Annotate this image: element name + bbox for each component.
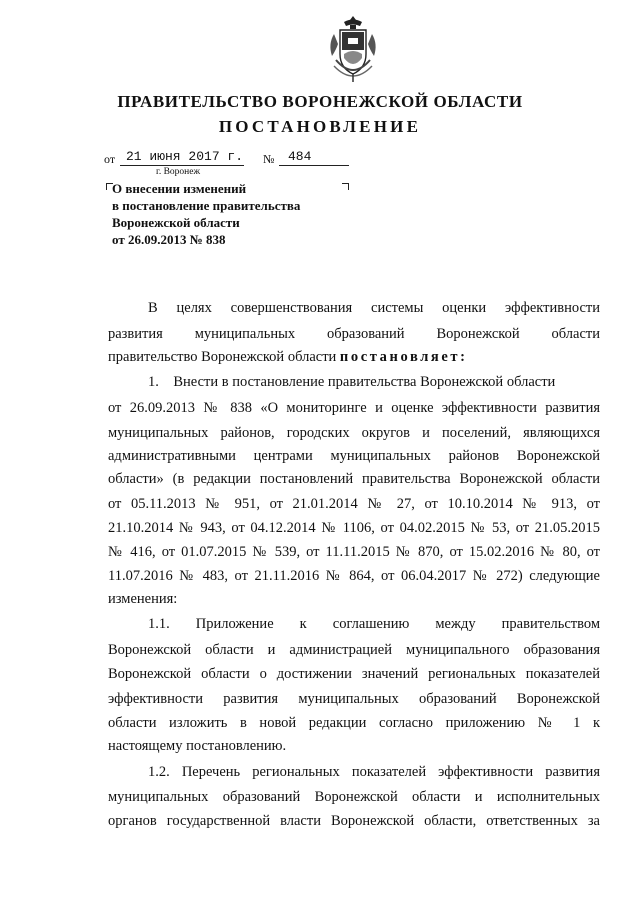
- title-line: в постановление правительства: [112, 198, 301, 213]
- body-line: № 416, от 01.07.2015 № 539, от 11.11.2015 № 870, от 15.02.2016 № 80, от: [108, 544, 600, 560]
- body-line: Воронежской области и администрацией муниципального образования: [108, 642, 600, 658]
- government-name: ПРАВИТЕЛЬСТВО ВОРОНЕЖСКОЙ ОБЛАСТИ: [117, 92, 523, 111]
- title-line: от 26.09.2013 № 838: [112, 232, 226, 247]
- body-line: 1.1. Приложение к соглашению между правительством: [148, 616, 600, 632]
- body-line: В целях совершенствования системы оценки эффективности: [148, 300, 600, 316]
- body-line: [108, 347, 468, 367]
- body-line: Воронежской области о достижении значений региональных показателей: [108, 666, 600, 682]
- body-line: 1.2. Перечень региональных показателей эффективности развития: [148, 764, 600, 780]
- title-corner-right: [342, 183, 349, 190]
- body-line: 21.10.2014 № 943, от 04.12.2014 № 1106, от 04.02.2015 № 53, от 21.05.2015: [108, 520, 600, 536]
- body-line: административными центрами муниципальных районов Воронежской: [108, 448, 600, 464]
- body-line: муниципальных районов, городских округов и поселений, являющихся: [108, 425, 600, 441]
- body-line: области изложить в новой редакции согласно приложению № 1 к: [108, 715, 600, 731]
- intro-verb: постановляет:: [339, 349, 468, 365]
- number-label: №: [263, 152, 275, 166]
- decree-heading: ПОСТАНОВЛЕНИЕ: [218, 117, 422, 136]
- body-line: изменения:: [108, 591, 178, 607]
- decree-number: 484: [288, 149, 312, 164]
- body-line: муниципальных образований Воронежской области и исполнительных: [108, 789, 600, 805]
- title-line: Воронежской области: [112, 215, 240, 230]
- date-underline: [120, 165, 244, 166]
- decree-date: 21 июня 2017 г.: [126, 149, 244, 164]
- intro-text: правительство Воронежской области: [108, 349, 337, 365]
- body-line: настоящему постановлению.: [108, 738, 287, 754]
- from-label: от: [104, 152, 116, 166]
- body-line: развития муниципальных образований Воронежской области: [108, 326, 600, 342]
- body-line: от 26.09.2013 № 838 «О мониторинге и оценке эффективности развития: [108, 400, 600, 416]
- body-line: 1. Внести в постановление правительства Воронежской области: [148, 374, 556, 390]
- city-name: г. Воронеж: [156, 167, 201, 177]
- number-underline: [279, 165, 349, 166]
- title-line: О внесении изменений: [112, 181, 247, 196]
- body-line: эффективности развития муниципальных образований Воронежской: [108, 691, 600, 707]
- coat-of-arms-icon: [326, 14, 380, 84]
- body-line: 11.07.2016 № 483, от 21.11.2016 № 864, от 06.04.2017 № 272) следующие: [108, 568, 600, 584]
- body-line: области» (в редакции постановлений правительства Воронежской области: [108, 471, 600, 487]
- body-line: органов государственной власти Воронежской области, ответственных за: [108, 813, 600, 829]
- body-line: от 05.11.2013 № 951, от 21.01.2014 № 27, от 10.10.2014 № 913, от: [108, 496, 600, 512]
